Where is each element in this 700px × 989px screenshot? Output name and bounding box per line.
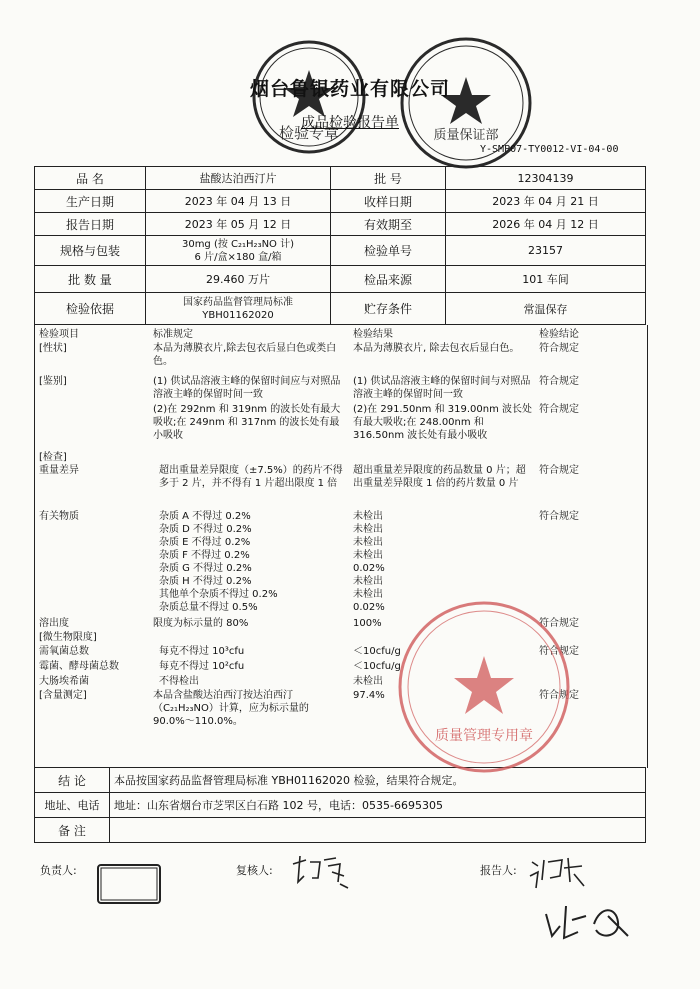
footer-table	[34, 767, 646, 843]
impurity-res: 未检出	[353, 511, 383, 522]
ecoli-result: 未检出	[353, 676, 383, 687]
impurity-res: 未检出	[353, 524, 383, 535]
impurity-std: 杂质总量不得过 0.5%	[159, 602, 258, 613]
micro-label: [微生物限度]	[39, 632, 97, 643]
impurity-res: 0.02%	[353, 563, 385, 574]
quantity-label: 批 数 量	[35, 266, 146, 293]
batch-label: 批 号	[331, 167, 446, 190]
stamp3-sub: 质量管理专用章	[435, 728, 533, 744]
production-date-label: 生产日期	[35, 190, 146, 213]
appearance-result: 本品为薄膜衣片, 除去包衣后显白色。	[353, 343, 520, 354]
micro-conclusion: 符合规定	[539, 646, 579, 657]
assay-result: 97.4%	[353, 690, 385, 701]
conclusion-value: 本品按国家药品监督管理局标准 YBH01162020 检验，结果符合规定。	[110, 768, 646, 793]
reporter-label: 报告人:	[480, 864, 517, 877]
spec-value	[146, 236, 331, 266]
col-conclusion-header: 检验结论	[539, 329, 579, 340]
storage-label: 贮存条件	[331, 293, 446, 325]
ident2-result: (2)在 291.50nm 和 319.00nm 波长处有最大吸收;在 248.00nm 和 316.50nm 波长处有最小吸收	[353, 404, 533, 441]
report-date-value: 2023 年 05 月 12 日	[146, 213, 331, 236]
impurity-res: 0.02%	[353, 602, 385, 613]
reviewer-signature	[288, 852, 358, 892]
ident1-result: (1) 供试品溶液主峰的保留时间与对照品溶液主峰的保留时间一致	[353, 376, 531, 400]
stamp1-sub: 检验专章	[278, 124, 340, 142]
reporter-signature	[528, 852, 588, 892]
weight-standard: 超出重量差异限度（±7.5%）的药片不得多于 2 片，并不得有 1 片超出限度 1 倍	[159, 465, 343, 489]
assay-conclusion: 符合规定	[539, 690, 579, 701]
quality-management-stamp	[395, 598, 573, 776]
col-result-header: 检验结果	[353, 329, 393, 340]
report-date-label: 报告日期	[35, 213, 146, 236]
mold-label: 霉菌、酵母菌总数	[39, 661, 119, 672]
ecoli-label: 大肠埃希菌	[39, 676, 89, 687]
stamp2-sub: 质量保证部	[433, 128, 499, 143]
receipt-date-value: 2023 年 04 月 21 日	[446, 190, 646, 213]
impurity-std: 杂质 G 不得过 0.2%	[159, 563, 252, 574]
responsible-label: 负责人:	[40, 864, 77, 877]
impurity-label: 有关物质	[39, 511, 79, 522]
basis-line2: YBH01162020	[202, 309, 274, 321]
batch-value: 12304139	[446, 167, 646, 190]
check-label: [检查]	[39, 452, 67, 463]
basis-label: 检验依据	[35, 293, 146, 325]
test-no-label: 检验单号	[331, 236, 446, 266]
impurity-std: 杂质 H 不得过 0.2%	[159, 576, 252, 587]
appearance-standard: 本品为薄膜衣片,除去包衣后显白色或类白色。	[153, 343, 337, 367]
mold-standard: 每克不得过 10²cfu	[159, 661, 245, 672]
impurity-res: 未检出	[353, 537, 383, 548]
dissolution-standard: 限度为标示量的 80%	[153, 618, 249, 629]
impurity-res: 未检出	[353, 589, 383, 600]
reviewer-label: 复核人:	[236, 864, 273, 877]
address-label: 地址、电话	[35, 793, 110, 818]
expiry-value: 2026 年 04 月 12 日	[446, 213, 646, 236]
impurity-conclusion: 符合规定	[539, 511, 579, 522]
product-value: 盐酸达泊西汀片	[146, 167, 331, 190]
impurity-res: 未检出	[353, 576, 383, 587]
impurity-std: 杂质 A 不得过 0.2%	[159, 511, 251, 522]
storage-value: 常温保存	[446, 293, 646, 325]
assay-label: [含量测定]	[39, 690, 87, 701]
col-item-header: 检验项目	[39, 329, 79, 340]
col-standard-header: 标准规定	[153, 329, 193, 340]
ident2-standard: (2)在 292nm 和 319nm 的波长处有最大吸收;在 249nm 和 317nm 的波长处有最小吸收	[153, 404, 341, 441]
weight-conclusion: 符合规定	[539, 465, 579, 476]
personal-name-seal	[97, 864, 161, 904]
appearance-conclusion: 符合规定	[539, 343, 579, 354]
source-label: 检品来源	[331, 266, 446, 293]
appearance-label: [性状]	[39, 343, 67, 354]
quantity-value: 29.460 万片	[146, 266, 331, 293]
aerobic-label: 需氧菌总数	[39, 646, 89, 657]
dissolution-conclusion: 符合规定	[539, 618, 579, 629]
impurity-std: 杂质 E 不得过 0.2%	[159, 537, 251, 548]
production-date-value: 2023 年 04 月 13 日	[146, 190, 331, 213]
approval-signature	[538, 896, 634, 946]
aerobic-result: ＜10cfu/g	[353, 646, 401, 657]
ident1-conclusion: 符合规定	[539, 376, 579, 387]
ident1-standard: (1) 供试品溶液主峰的保留时间应与对照品溶液主峰的保留时间一致	[153, 376, 341, 400]
aerobic-standard: 每克不得过 10³cfu	[159, 646, 245, 657]
weight-label: 重量差异	[39, 465, 79, 476]
spec-line2: 6 片/盒×180 盒/箱	[194, 251, 282, 263]
company-title: 烟台鲁银药业有限公司	[249, 78, 450, 100]
basis-value	[146, 293, 331, 325]
impurity-std: 其他单个杂质不得过 0.2%	[159, 589, 278, 600]
mold-result: ＜10cfu/g	[353, 661, 401, 672]
conclusion-label: 结 论	[35, 768, 110, 793]
basis-line1: 国家药品监督管理局标准	[183, 296, 293, 308]
assay-standard: 本品含盐酸达泊西汀按达泊西汀（C₂₁H₂₃NO）计算，应为标示量的 90.0%～110.0%。	[153, 690, 309, 727]
impurity-res: 未检出	[353, 550, 383, 561]
header-table	[34, 166, 646, 325]
expiry-label: 有效期至	[331, 213, 446, 236]
impurity-std: 杂质 D 不得过 0.2%	[159, 524, 252, 535]
spec-line1: 30mg (按 C₂₁H₂₃NO 计)	[181, 238, 295, 250]
remarks-label: 备 注	[35, 818, 110, 843]
product-label: 品 名	[35, 167, 146, 190]
identification-label: [鉴别]	[39, 376, 67, 387]
ecoli-standard: 不得检出	[159, 676, 199, 687]
report-title: 成品检验报告单	[301, 115, 399, 131]
dissolution-result: 100%	[353, 618, 382, 629]
receipt-date-label: 收样日期	[331, 190, 446, 213]
test-no-value: 23157	[446, 236, 646, 266]
spec-label: 规格与包装	[35, 236, 146, 266]
weight-result: 超出重量差异限度的药品数量 0 片；超出重量差异限度 1 倍的药片数量 0 片	[353, 465, 526, 489]
impurity-std: 杂质 F 不得过 0.2%	[159, 550, 250, 561]
ident2-conclusion: 符合规定	[539, 404, 579, 415]
remarks-value	[110, 818, 646, 843]
address-value: 地址：山东省烟台市芝罘区白石路 102 号，电话：0535-6695305	[110, 793, 646, 818]
source-value: 101 车间	[446, 266, 646, 293]
dissolution-label: 溶出度	[39, 618, 69, 629]
document-number: Y-SMP07-TY0012-VI-04-00	[480, 144, 619, 155]
